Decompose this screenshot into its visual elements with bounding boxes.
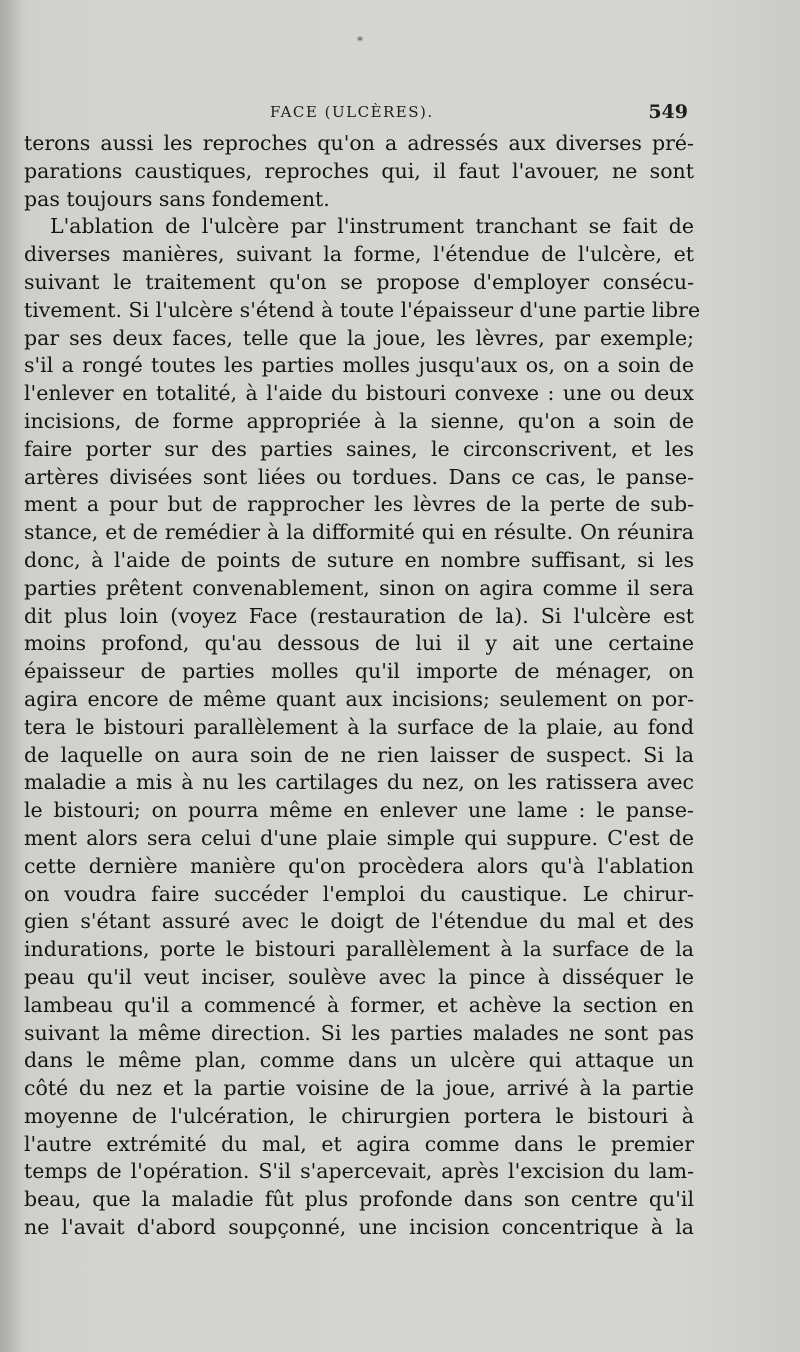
text-line: tivement. Si l'ulcère s'étend à toute l'épaisseur d'une partie libre bbox=[24, 297, 701, 322]
text-line: tera le bistouri parallèlement à la surface de la plaie, au fond bbox=[24, 714, 694, 739]
text-line: L'ablation de l'ulcère par l'instrument tranchant se fait de bbox=[50, 214, 694, 239]
text-line: terons aussi les reproches qu'on a adressés aux diverses pré- bbox=[24, 131, 694, 155]
text-line: moins profond, qu'au dessous de lui il y ait une certaine bbox=[24, 631, 694, 656]
text-line: cette dernière manière qu'on procèdera alors qu'à l'ablation bbox=[24, 853, 694, 878]
text-line: on voudra faire succéder l'emploi du caustique. Le chirur- bbox=[24, 881, 694, 906]
text-line: dit plus loin (voyez Face (restauration de la). Si l'ulcère est bbox=[24, 603, 694, 628]
text-line: parations caustiques, reproches qui, il faut l'avouer, ne sont bbox=[24, 158, 694, 183]
text-line: pas toujours sans fondement. bbox=[24, 186, 330, 211]
text-line: suivant la même direction. Si les parties malades ne sont pas bbox=[24, 1020, 694, 1045]
text-line: de laquelle on aura soin de ne rien laisser de suspect. Si la bbox=[24, 742, 694, 767]
text-line: indurations, porte le bistouri parallèlement à la surface de la bbox=[24, 937, 694, 962]
text-line: l'autre extrémité du mal, et agira comme dans le premier bbox=[24, 1131, 694, 1156]
text-line: suivant le traitement qu'on se propose d'employer consécu- bbox=[24, 269, 694, 294]
text-line: moyenne de l'ulcération, le chirurgien portera le bistouri à bbox=[24, 1103, 694, 1128]
text-line: donc, à l'aide de points de suture en nombre suffisant, si les bbox=[24, 547, 694, 572]
text-line: l'enlever en totalité, à l'aide du bistouri convexe : une ou deux bbox=[24, 381, 694, 406]
text-line: parties prêtent convenablement, sinon on agira comme il sera bbox=[24, 575, 694, 600]
text-line: stance, et de remédier à la difformité qui en résulte. On réunira bbox=[24, 520, 694, 545]
text-line: côté du nez et la partie voisine de la joue, arrivé à la partie bbox=[24, 1076, 694, 1101]
text-line: agira encore de même quant aux incisions; seulement on por- bbox=[24, 686, 694, 711]
body-text bbox=[24, 130, 701, 1242]
running-head-title: FACE (ULCÈRES). bbox=[270, 103, 434, 121]
text-line: incisions, de forme appropriée à la sienne, qu'on a soin de bbox=[24, 408, 694, 433]
text-line: ment alors sera celui d'une plaie simple qui suppure. C'est de bbox=[24, 825, 694, 850]
text-line: ne l'avait d'abord soupçonné, une incision concentrique à la bbox=[24, 1215, 694, 1240]
text-line: peau qu'il veut inciser, soulève avec la pince à disséquer le bbox=[24, 964, 694, 989]
text-line: lambeau qu'il a commencé à former, et achève la section en bbox=[24, 992, 694, 1017]
page-gutter-shadow bbox=[0, 0, 22, 1352]
text-line: artères divisées sont liées ou tordues. Dans ce cas, le panse- bbox=[24, 464, 694, 489]
text-line: par ses deux faces, telle que la joue, les lèvres, par exemple; bbox=[24, 325, 694, 350]
text-line: temps de l'opération. S'il s'apercevait, après l'excision du lam- bbox=[24, 1159, 694, 1184]
text-line: dans le même plan, comme dans un ulcère qui attaque un bbox=[24, 1048, 694, 1073]
print-mark: * bbox=[357, 34, 363, 48]
text-line: faire porter sur des parties saines, le circonscrivent, et les bbox=[24, 436, 694, 461]
text-line: maladie a mis à nu les cartilages du nez, on les ratissera avec bbox=[24, 770, 694, 795]
text-line: s'il a rongé toutes les parties molles jusqu'aux os, on a soin de bbox=[24, 353, 694, 378]
text-line: beau, que la maladie fût plus profonde dans son centre qu'il bbox=[24, 1187, 694, 1212]
text-line: épaisseur de parties molles qu'il importe de ménager, on bbox=[24, 659, 694, 684]
running-head bbox=[0, 103, 800, 129]
text-line: diverses manières, suivant la forme, l'étendue de l'ulcère, et bbox=[24, 242, 694, 267]
page-number: 549 bbox=[648, 101, 688, 123]
text-line: le bistouri; on pourra même en enlever une lame : le panse- bbox=[24, 798, 694, 823]
text-line: gien s'étant assuré avec le doigt de l'étendue du mal et des bbox=[24, 909, 694, 934]
text-line: ment a pour but de rapprocher les lèvres de la perte de sub- bbox=[24, 492, 694, 517]
